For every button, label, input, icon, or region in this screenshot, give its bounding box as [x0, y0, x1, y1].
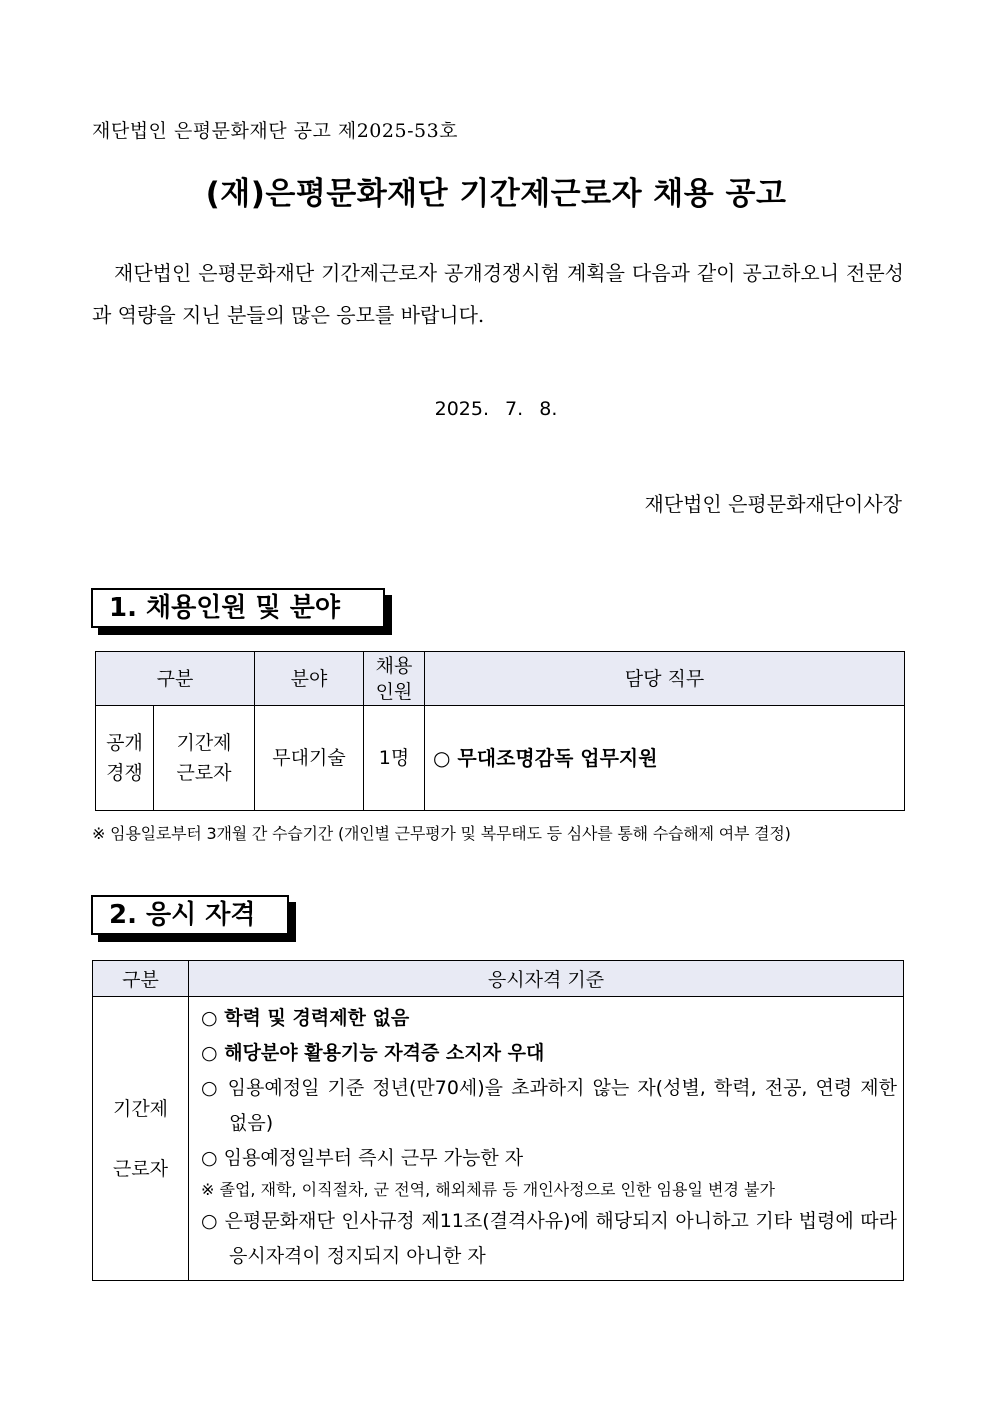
probation-note: ※ 임용일로부터 3개월 간 수습기간 (개인별 근무평가 및 복무태도 등 심사를 통해 수습해제 여부 결정)	[92, 824, 791, 843]
page-title: (재)은평문화재단 기간제근로자 채용 공고	[205, 176, 787, 212]
row-type	[96, 706, 154, 811]
criteria-item: ○ 학력 및 경력제한 없음	[201, 1007, 410, 1029]
row-employment	[154, 706, 255, 811]
header-headcount-text: 채용 인원	[375, 654, 413, 703]
qualification-table	[92, 960, 904, 1281]
table-header-row	[93, 961, 904, 997]
criteria-category	[93, 997, 189, 1281]
criteria-item: ○ 임용예정일부터 즉시 근무 가능한 자	[201, 1147, 524, 1169]
notice-date: 2025. 7. 8.	[434, 398, 558, 420]
table-row	[93, 997, 904, 1281]
recruitment-table	[95, 651, 905, 811]
criteria-cell	[189, 997, 904, 1281]
header-field: 분야	[255, 652, 364, 706]
header-category: 구분	[93, 961, 189, 997]
criteria-note: ※ 졸업, 재학, 이직절차, 군 전역, 해외체류 등 개인사정으로 인한 임용일 변경 불가	[201, 1180, 775, 1199]
section1-heading: 1. 채용인원 및 분야	[91, 588, 385, 628]
table-header-row	[96, 652, 905, 706]
header-headcount	[364, 652, 425, 706]
row-type-text: 공개 경쟁	[106, 732, 143, 784]
row-duty: ○ 무대조명감독 업무지원	[425, 706, 905, 811]
criteria-category-text: 기간제 근로자	[112, 1097, 169, 1180]
issuer: 재단법인 은평문화재단이사장	[644, 492, 902, 516]
section2-heading: 2. 응시 자격	[91, 895, 289, 935]
header-category: 구분	[96, 652, 255, 706]
criteria-item: ○ 은평문화재단 인사규정 제11조(결격사유)에 해당되지 아니하고 기타 법령에 따라 응시자격이 정지되지 아니한 자	[201, 1210, 897, 1267]
row-field: 무대기술	[255, 706, 364, 811]
header-criteria: 응시자격 기준	[189, 961, 904, 997]
row-employment-text: 기간제 근로자	[176, 732, 232, 784]
intro-paragraph: 재단법인 은평문화재단 기간제근로자 공개경쟁시험 계획을 다음과 같이 공고하오니 전문성과 역량을 지닌 분들의 많은 응모를 바랍니다.	[92, 261, 904, 327]
criteria-item: ○ 임용예정일 기준 정년(만70세)을 초과하지 않는 자(성별, 학력, 전공, 연령 제한 없음)	[201, 1077, 897, 1134]
notice-number: 재단법인 은평문화재단 공고 제2025-53호	[92, 120, 459, 142]
row-headcount: 1명	[364, 706, 425, 811]
criteria-item: ○ 해당분야 활용기능 자격증 소지자 우대	[201, 1042, 545, 1064]
header-duty: 담당 직무	[425, 652, 905, 706]
table-row	[96, 706, 905, 811]
